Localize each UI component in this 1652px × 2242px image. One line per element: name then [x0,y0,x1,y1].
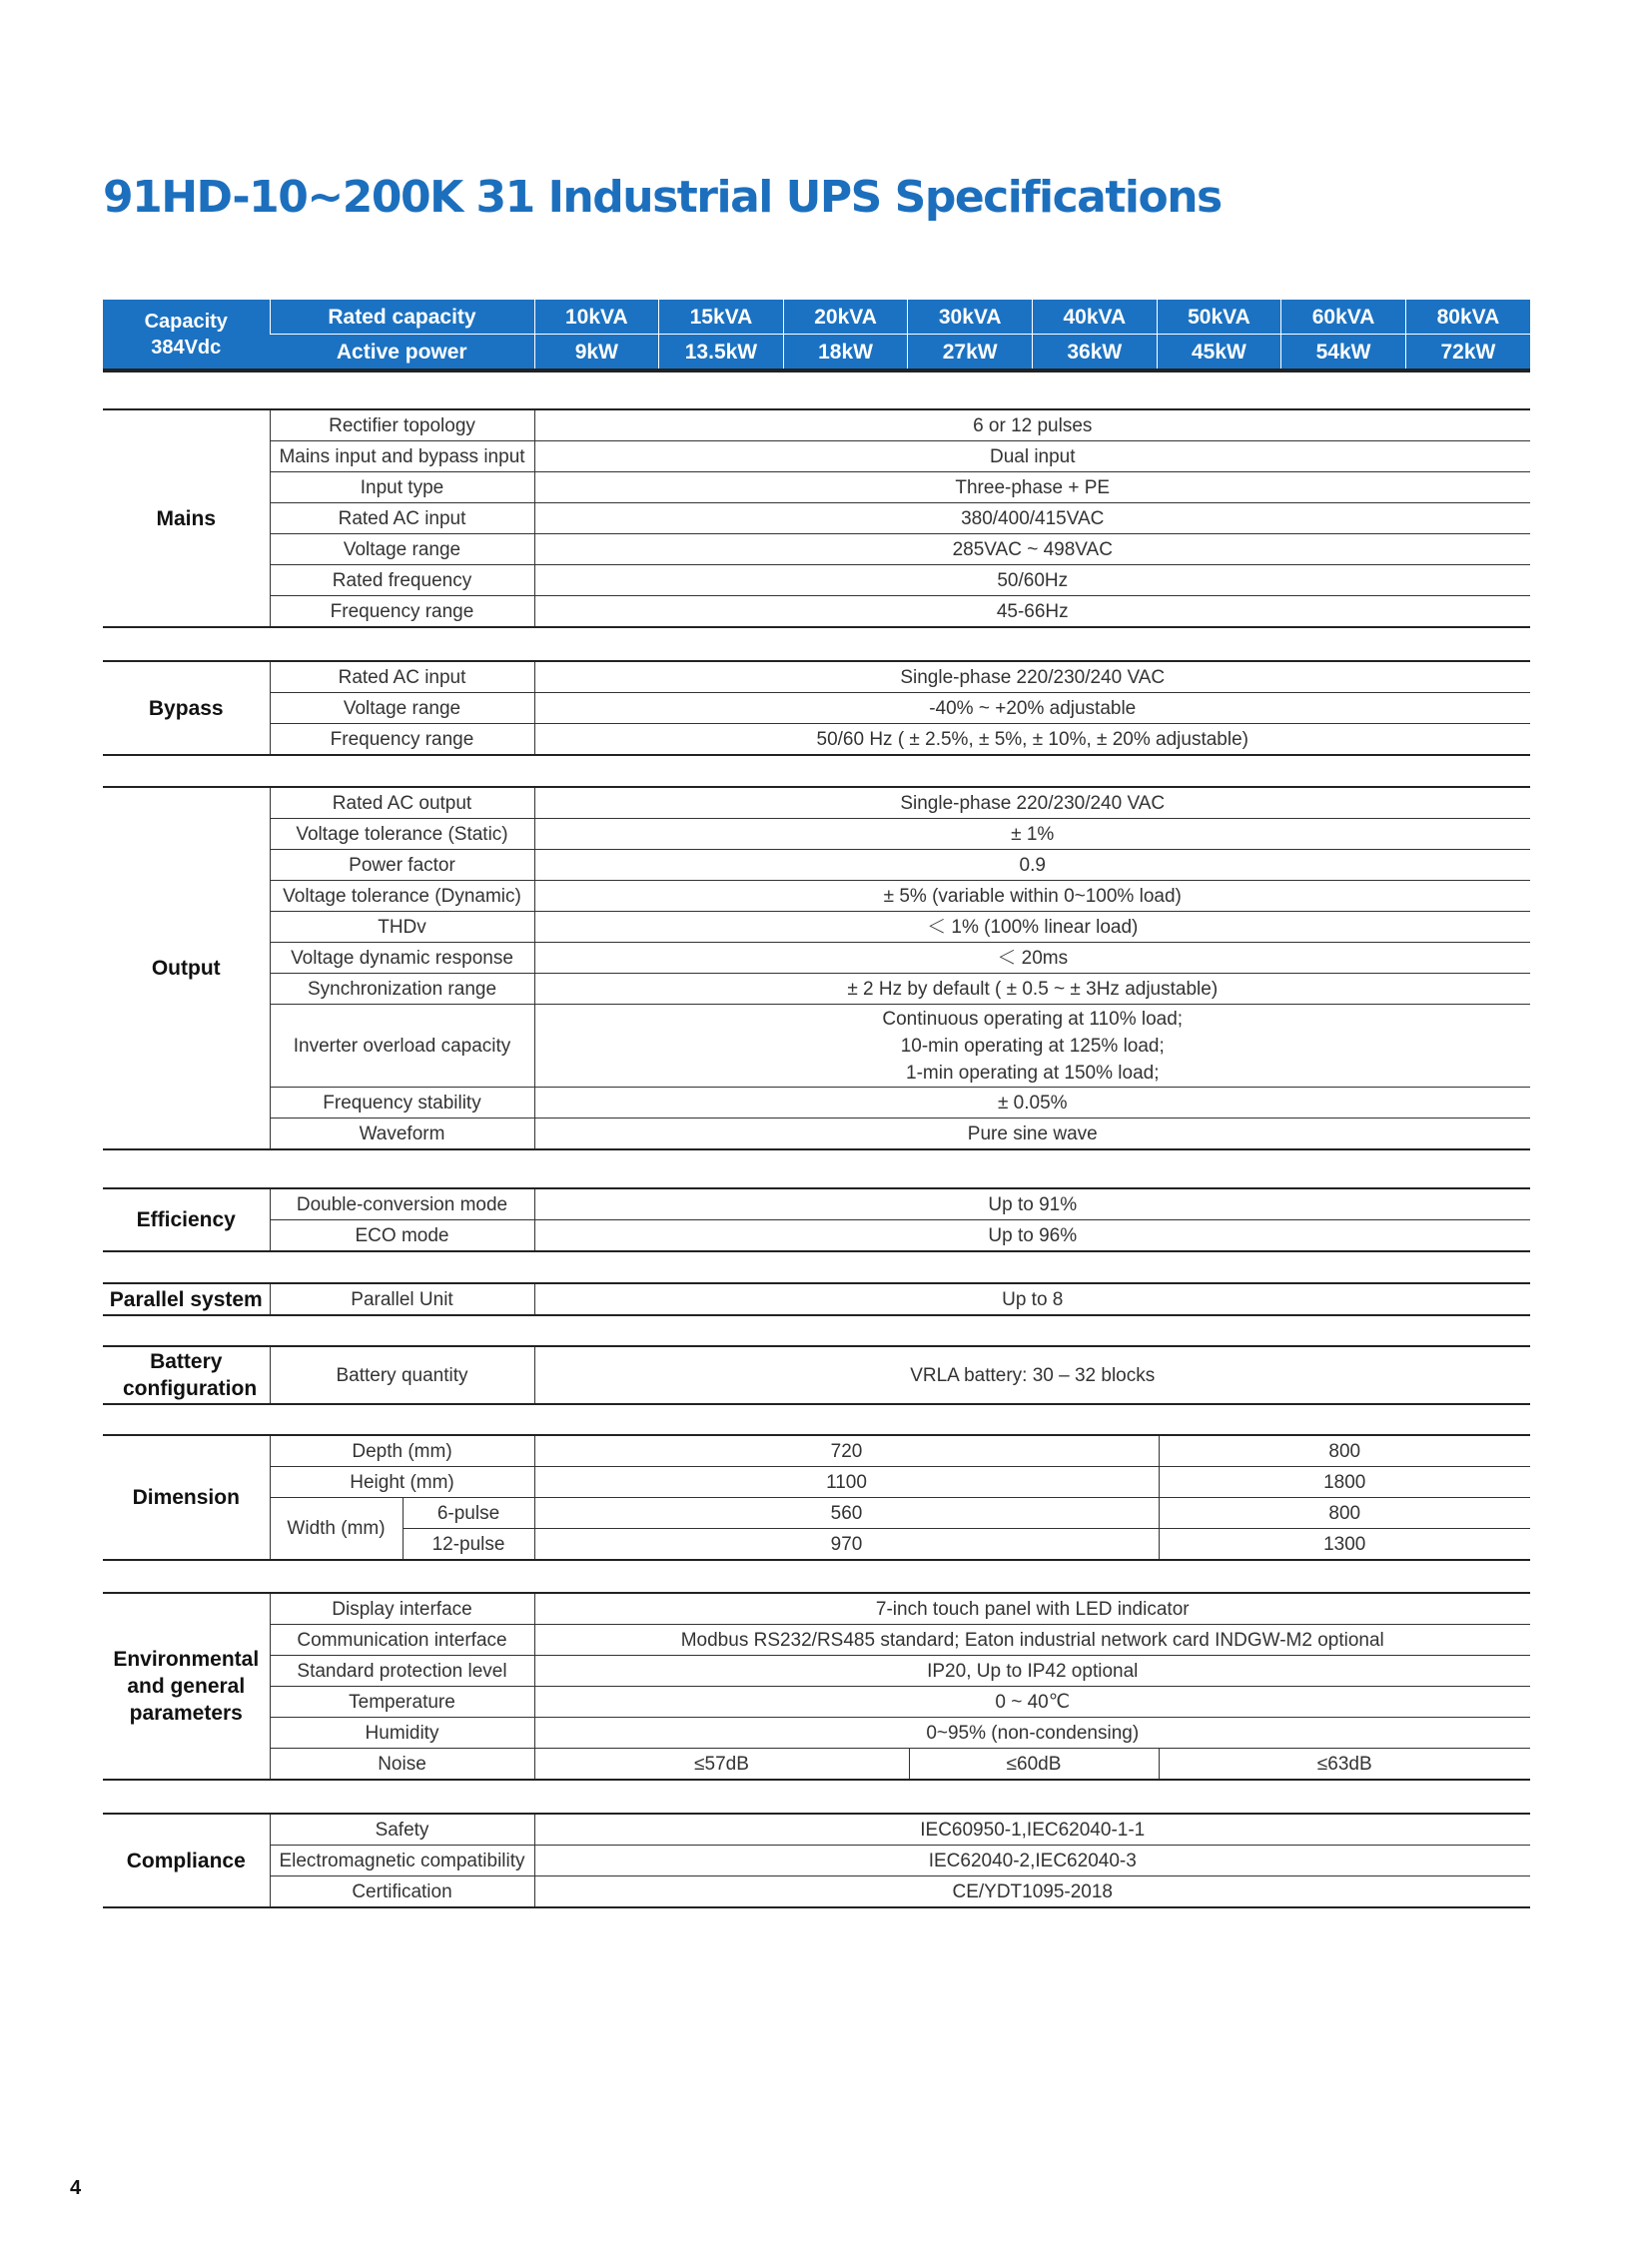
value-cell: ＜ 1% (100% linear load) [534,912,1530,943]
power-cell: 54kW [1281,335,1406,372]
value-cell: Up to 96% [534,1220,1530,1252]
value-cell: ± 5% (variable within 0~100% load) [534,881,1530,912]
param-cell: Double-conversion mode [270,1188,534,1220]
mains-section [103,408,1530,628]
value-cell: 800 [1159,1435,1530,1467]
param-cell: Battery quantity [270,1346,534,1404]
section-label: Environmental and general parameters [103,1593,270,1780]
param-cell: 12-pulse [403,1529,534,1561]
param-cell: Voltage range [270,534,534,565]
value-cell: 0~95% (non-condensing) [534,1718,1530,1749]
power-cell: 72kW [1405,335,1530,372]
value-cell: Up to 8 [534,1283,1530,1315]
value-cell: CE/YDT1095-2018 [534,1876,1530,1908]
power-cell: 45kW [1157,335,1281,372]
value-cell: IP20, Up to IP42 optional [534,1656,1530,1687]
value-cell: 1800 [1159,1467,1530,1498]
param-cell: Power factor [270,850,534,881]
value-cell: 0.9 [534,850,1530,881]
value-cell: 800 [1159,1498,1530,1529]
param-cell: Height (mm) [270,1467,534,1498]
section-label: Bypass [103,661,270,755]
battery-section [103,1345,1530,1405]
dimension-section [103,1434,1530,1561]
value-cell: ± 0.05% [534,1088,1530,1119]
capacity-label: Capacity [144,310,228,333]
param-cell: Frequency range [270,596,534,628]
overload-value-cell [534,1005,1530,1088]
capacity-voltage: 384Vdc [151,336,222,359]
page-number: 4 [70,2177,82,2199]
param-cell: Synchronization range [270,974,534,1005]
value-cell: VRLA battery: 30 – 32 blocks [534,1346,1530,1404]
section-label: Battery configuration [103,1346,270,1404]
param-cell: ECO mode [270,1220,534,1252]
param-cell: Rated AC input [270,503,534,534]
param-cell: Voltage dynamic response [270,943,534,974]
param-cell: Rated AC output [270,787,534,819]
section-label: Mains [103,409,270,627]
param-cell: Rated AC input [270,661,534,693]
capacity-header-table [103,300,1530,373]
value-cell: IEC62040-2,IEC62040-3 [534,1846,1530,1876]
value-cell: 50/60Hz [534,565,1530,596]
value-cell: Up to 91% [534,1188,1530,1220]
value-cell: 380/400/415VAC [534,503,1530,534]
param-cell: Voltage tolerance (Dynamic) [270,881,534,912]
active-power-label: Active power [270,335,534,372]
value-cell: 6 or 12 pulses [534,409,1530,441]
power-cell: 27kW [908,335,1033,372]
section-label: Compliance [103,1814,270,1907]
section-label: Dimension [103,1435,270,1560]
param-cell: Electromagnetic compatibility [270,1846,534,1876]
value-cell: 720 [534,1435,1159,1467]
value-cell: 7-inch touch panel with LED indicator [534,1593,1530,1625]
value-cell: 285VAC ~ 498VAC [534,534,1530,565]
param-cell: Voltage tolerance (Static) [270,819,534,850]
rated-capacity-label: Rated capacity [270,300,534,335]
rating-cell: 80kVA [1405,300,1530,335]
section-label: Efficiency [103,1188,270,1251]
value-cell: Three-phase + PE [534,472,1530,503]
param-cell: Parallel Unit [270,1283,534,1315]
rating-cell: 10kVA [534,300,659,335]
value-cell: -40% ~ +20% adjustable [534,693,1530,724]
param-cell: Humidity [270,1718,534,1749]
value-cell: Single-phase 220/230/240 VAC [534,787,1530,819]
efficiency-section [103,1187,1530,1252]
power-cell: 36kW [1033,335,1158,372]
value-cell: ≤63dB [1159,1749,1530,1781]
environment-section [103,1592,1530,1781]
param-cell: Rectifier topology [270,409,534,441]
param-cell: Safety [270,1814,534,1846]
value-cell: Pure sine wave [534,1119,1530,1150]
param-cell: Noise [270,1749,534,1781]
param-cell: Mains input and bypass input [270,441,534,472]
value-cell: 50/60 Hz ( ± 2.5%, ± 5%, ± 10%, ± 20% adjustable) [534,724,1530,756]
section-label: Output [103,787,270,1149]
value-cell: 45-66Hz [534,596,1530,628]
value-cell: ＜ 20ms [534,943,1530,974]
parallel-section [103,1282,1530,1316]
rating-cell: 40kVA [1033,300,1158,335]
output-section [103,786,1530,1150]
value-cell: IEC60950-1,IEC62040-1-1 [534,1814,1530,1846]
value-cell: 560 [534,1498,1159,1529]
param-cell: Temperature [270,1687,534,1718]
compliance-section [103,1813,1530,1908]
overload-line: 10-min operating at 125% load; [900,1035,1165,1057]
rating-cell: 50kVA [1157,300,1281,335]
value-cell: 1100 [534,1467,1159,1498]
param-cell: Voltage range [270,693,534,724]
param-cell: THDv [270,912,534,943]
value-cell: ± 2 Hz by default ( ± 0.5 ~ ± 3Hz adjustable) [534,974,1530,1005]
page-title: 91HD-10~200K 31 Industrial UPS Specifications [103,172,1222,223]
value-cell: 0 ~ 40℃ [534,1687,1530,1718]
rating-cell: 20kVA [783,300,908,335]
overload-line: 1-min operating at 150% load; [906,1062,1160,1084]
param-cell: Rated frequency [270,565,534,596]
param-cell: Display interface [270,1593,534,1625]
rating-cell: 30kVA [908,300,1033,335]
value-cell: ≤60dB [909,1749,1159,1781]
param-cell: Standard protection level [270,1656,534,1687]
power-cell: 13.5kW [659,335,784,372]
value-cell: Dual input [534,441,1530,472]
value-cell: 1300 [1159,1529,1530,1561]
param-cell: Certification [270,1876,534,1908]
value-cell: ≤57dB [534,1749,909,1781]
rating-cell: 15kVA [659,300,784,335]
bypass-section [103,660,1530,756]
value-cell: Modbus RS232/RS485 standard; Eaton industrial network card INDGW-M2 optional [534,1625,1530,1656]
value-cell: 970 [534,1529,1159,1561]
param-cell: 6-pulse [403,1498,534,1529]
width-label: Width (mm) [270,1498,403,1561]
param-cell: Waveform [270,1119,534,1150]
capacity-cell [103,300,270,371]
param-cell: Inverter overload capacity [270,1005,534,1088]
power-cell: 18kW [783,335,908,372]
param-cell: Frequency range [270,724,534,756]
section-label: Parallel system [103,1283,270,1315]
power-cell: 9kW [534,335,659,372]
param-cell: Depth (mm) [270,1435,534,1467]
param-cell: Communication interface [270,1625,534,1656]
overload-line: Continuous operating at 110% load; [882,1008,1184,1030]
value-cell: ± 1% [534,819,1530,850]
rating-cell: 60kVA [1281,300,1406,335]
value-cell: Single-phase 220/230/240 VAC [534,661,1530,693]
param-cell: Frequency stability [270,1088,534,1119]
param-cell: Input type [270,472,534,503]
